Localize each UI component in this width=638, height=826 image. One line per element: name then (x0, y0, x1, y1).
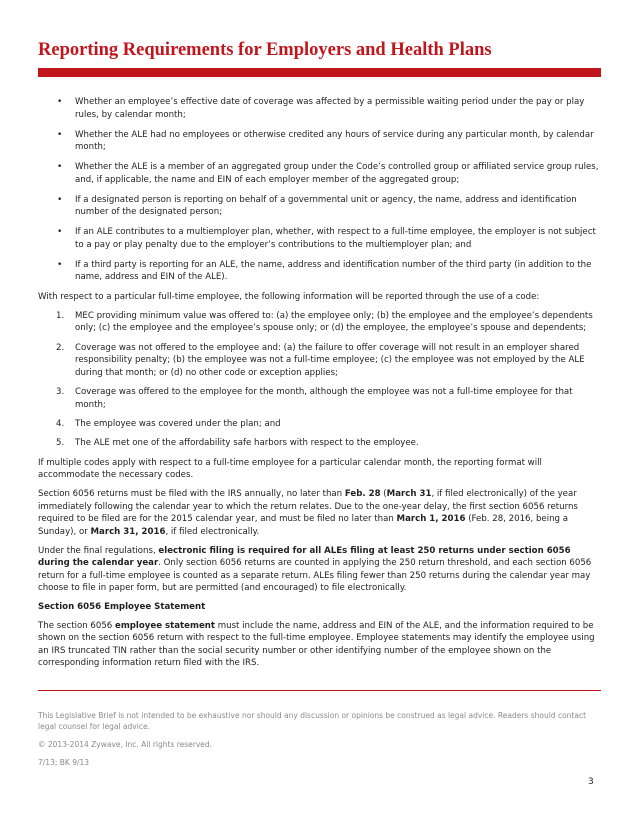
list-item (38, 386, 602, 411)
code-text: Coverage was offered to the employee for the month, although the employee was not a full-time employee for that month; (75, 387, 573, 410)
filing-text: ( (380, 489, 387, 500)
list-number: 4. (56, 419, 65, 430)
list-number: 1. (56, 310, 65, 321)
list-item (38, 96, 602, 121)
electronic-text: Under the final regulations, (38, 545, 159, 556)
footer-divider (38, 690, 601, 691)
electronic-filing-paragraph (38, 545, 602, 595)
filing-text: Section 6056 returns must be filed with the IRS annually, no later than (38, 489, 345, 500)
deadline-2016-electronic: March 31, 2016 (90, 526, 166, 537)
codes-intro-paragraph: With respect to a particular full-time employee, the following information will be reported through the use of a code: (38, 292, 540, 302)
document-code: 7/13; BK 9/13 (38, 758, 90, 767)
bullet-icon: • (57, 97, 63, 107)
list-number: 3. (56, 387, 65, 398)
employee-statement-paragraph (38, 620, 602, 670)
page-title: Reporting Requirements for Employers and Health Plans (38, 40, 492, 60)
bullet-icon: • (57, 162, 63, 172)
deadline-paper: Feb. 28 (344, 489, 381, 500)
list-item (38, 342, 602, 380)
filing-deadline-paragraph (38, 488, 602, 538)
section-heading: Section 6056 Employee Statement (38, 602, 206, 613)
list-item (38, 161, 602, 186)
code-text: The employee was covered under the plan; and (75, 419, 281, 430)
electronic-text: . Only section 6056 returns are counted in applying the 250 return threshold, and each section 6056 return for a full-time employee is counted as a separate return. ALEs filing fewer than 250 returns during the calendar year may choose to file in paper form, but are permitted (and encouraged) to file electronically. (38, 558, 592, 594)
bullet-text: Whether the ALE is a member of an aggregated group under the Code’s controlled group or affiliated service group rules, and, if applicable, the name and EIN of each employer member of the aggregated group; (75, 162, 599, 185)
bullet-text: If a third party is reporting for an ALE, the name, address and identification number of the third party (in addition to the name, address and EIN of the ALE). (75, 259, 592, 282)
code-text: The ALE met one of the affordability safe harbors with respect to the employee. (75, 438, 419, 449)
filing-text: , if filed electronically) of the year immediately following the calendar year to which the return relates. Due to the one-year delay, the first section 6056 returns required to be filed are for the 2015 calendar year, and must be filed no later than (38, 489, 578, 525)
deadline-2016-paper: March 1, 2016 (396, 514, 466, 525)
list-item (38, 259, 602, 284)
codes-list (38, 310, 602, 450)
code-text: Coverage was not offered to the employee and: (a) the failure to offer coverage will not result in an employer shared responsibility penalty; (b) the employee was not a full-time employee; (c) the employee was not employed by the ALE during that month; or (d) no other code or exception applies; (75, 342, 585, 378)
bullet-text: Whether the ALE had no employees or otherwise credited any hours of service during any particular month, by calendar month; (75, 129, 594, 152)
disclaimer-text: This Legislative Brief is not intended to be exhaustive nor should any discussion or opinions be construed as legal advice. Readers should contact legal counsel for legal advice. (38, 711, 587, 731)
bullet-text: Whether an employee’s effective date of coverage was affected by a permissible waiting period under the pay or play rules, by calendar month; (75, 97, 585, 120)
bullet-text: If a designated person is reporting on behalf of a governmental unit or agency, the name, address and identification number of the designated person; (75, 194, 577, 217)
statement-text: The section 6056 (38, 620, 115, 631)
list-item (38, 129, 602, 154)
list-number: 2. (56, 342, 65, 353)
bullet-icon: • (57, 129, 63, 140)
list-item (38, 418, 602, 431)
filing-text: (Feb. 28, 2016, being a Sunday), or (38, 514, 568, 537)
bullet-list (38, 96, 602, 284)
filing-text: , if filed electronically. (165, 526, 260, 537)
statement-text: must include the name, address and EIN of the ALE, and the information required to be shown on the section 6056 return with respect to the full-time employee. Employee statements may identify the employee using an IRS truncated TIN rather than the social security number or other identifying number of the employee shown on the corresponding information return filed with the IRS. (38, 620, 595, 669)
bullet-icon: • (57, 194, 63, 205)
list-number: 5. (56, 438, 65, 449)
list-item (38, 310, 602, 335)
code-text: MEC providing minimum value was offered to: (a) the employee only; (b) the employee and the employee’s dependents only; (c) the employee and the employee’s spouse only; or (d) the employee, the employee’s spouse and dependents; (75, 310, 593, 334)
bullet-icon: • (57, 259, 63, 270)
footer (38, 710, 602, 775)
bullet-icon: • (57, 227, 63, 237)
bullet-text: If an ALE contributes to a multiemployer plan, whether, with respect to a full-time employee, the employer is not subject to a pay or play penalty due to the employer’s contributions to the multiemployer plan; and (75, 227, 596, 250)
list-item (38, 194, 602, 219)
list-item (38, 226, 602, 251)
document-body (38, 96, 602, 676)
copyright-text: © 2013-2014 Zywave, Inc. All rights reserved. (38, 740, 213, 749)
deadline-electronic: March 31 (386, 489, 432, 500)
list-item (38, 437, 602, 450)
electronic-requirement: electronic filing is required for all ALEs filing at least 250 returns under section 6056 during the calendar year (38, 545, 571, 569)
statement-term: employee statement (115, 620, 216, 631)
title-underline-bar (38, 68, 601, 77)
page-number: 3 (588, 777, 594, 787)
multiple-codes-paragraph: If multiple codes apply with respect to a full-time employee for a particular calendar month, the reporting format will accommodate the necessary codes. (38, 457, 542, 481)
